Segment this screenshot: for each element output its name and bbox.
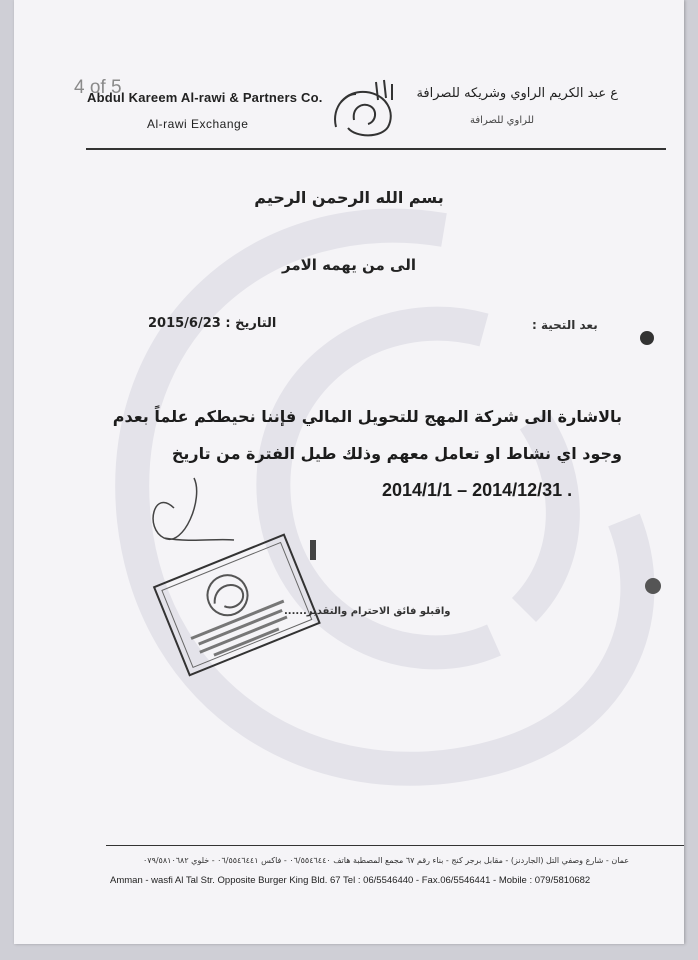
body-line-1: بالاشارة الى شركة المهج للتحويل المالي فإننا نحيطكم علماً بعدم xyxy=(112,407,622,426)
basmala-heading: بسم الله الرحمن الرحيم xyxy=(254,188,444,207)
letter-date: التاريخ : 2015/6/23 xyxy=(148,316,277,331)
date-range: 2014/1/1 – 2014/12/31 . xyxy=(382,480,573,500)
ink-mark xyxy=(310,540,316,560)
closing-line: واقبلو فائق الاحترام والتقدير...... xyxy=(284,606,451,617)
footer-divider xyxy=(106,845,684,846)
footer-address-ar: عمان - شارع وصفي التل (الجاردنز) - مقابل برجر كنج - بناء رقم ٦٧ مجمع المصطبة هاتف ٠٦/٥٥٤٦٤٤٠ - فاكس ٠٦/٥٥٤٦٤٤١ - خلوي ٠٧٩/٥٨١٠٦٨٢ xyxy=(142,856,630,865)
company-logo xyxy=(326,72,406,142)
letter-page xyxy=(14,0,684,944)
company-stamp-and-signature xyxy=(134,468,334,678)
company-subtitle-en: Al-rawi Exchange xyxy=(147,117,249,131)
punch-hole xyxy=(645,578,661,594)
body-line-2: وجود اي نشاط او تعامل معهم وذلك طيل الفترة من تاريخ xyxy=(171,444,622,463)
page-number: 4 of 5 xyxy=(74,77,122,98)
company-subtitle-ar: للراوي للصرافة xyxy=(470,115,534,126)
letter-title: الى من يهمه الامر xyxy=(281,256,417,274)
greeting: بعد التحية : xyxy=(532,318,598,332)
punch-hole xyxy=(640,331,654,345)
header-divider xyxy=(86,148,666,150)
company-name-en: Abdul Kareem Al-rawi & Partners Co. xyxy=(87,90,323,105)
footer-address-en: Amman - wasfi Al Tal Str. Opposite Burger King Bld. 67 Tel : 06/5546440 - Fax.06/5546441 - Mobile : 079/5810682 xyxy=(110,875,591,886)
company-name-ar: ع عبد الكريم الراوي وشريكه للصرافة xyxy=(416,86,618,101)
